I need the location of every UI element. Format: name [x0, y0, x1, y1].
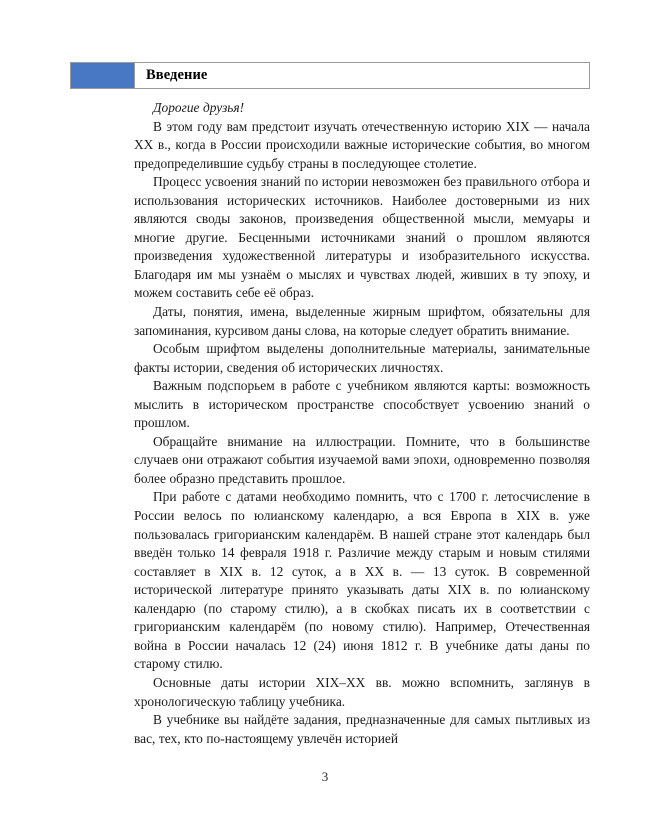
header-title-container	[135, 63, 589, 88]
paragraph-salutation: Дорогие друзья!	[153, 100, 245, 115]
paragraph-9: В учебнике вы найдёте задания, предназначенные для самых пытливых из вас, тех, кто по-настоящему увлечён историей	[134, 712, 590, 746]
paragraph-1: В этом году вам предстоит изучать отечественную историю XIX — начала XX в., когда в России происходили важные исторические события, во многом предопределившие судьбу страны в последующее столетие.	[134, 118, 590, 171]
chapter-header-band	[70, 62, 590, 89]
paragraph-4: Особым шрифтом выделены дополнительные материалы, занимательные факты истории, сведения об исторических личностях.	[134, 341, 590, 375]
paragraph-7: При работе с датами необходимо помнить, что с 1700 г. летосчисление в России велось по юлианскому календарю, а вся Европа в XIX в. уже пользовалась григорианским календарём. В нашей стране этот календарь был введён только 14 февраля 1918 г. Различие между старым и новым стилями составляет в XIX в. 12 суток, а в XX в. — 13 суток. В современной исторической литературе принято указывать даты XIX в. по юлианскому календарю (по старому стилю), а в скобках писать их в соответствии с григорианским календарём (по новому стилю). Например, Отечественная война в России началась 12 (24) июня 1812 г. В учебнике даты даны по старому стилю.	[134, 489, 590, 672]
paragraph-3: Даты, понятия, имена, выделенные жирным шрифтом, обязательны для запоминания, курсивом даны слова, на которые следует обратить внимание.	[134, 304, 590, 338]
paragraph-8: Основные даты истории XIX–XX вв. можно вспомнить, заглянув в хронологическую таблицу учебника.	[134, 674, 590, 709]
paragraph-5: Важным подспорьем в работе с учебником являются карты: возможность мыслить в историческом пространстве способствует усвоению знаний о прошлом.	[134, 378, 590, 431]
header-accent-swatch	[71, 63, 135, 88]
body-text-block	[134, 99, 590, 748]
paragraph-2: Процесс усвоения знаний по истории невозможен без правильного отбора и использования исторических источников. Наиболее достоверными из них являются своды законов, произведения общественной мысли, мемуары и многие другие. Бесценными источниками знаний о прошлом являются произведения художественной литературы и изобразительного искусства. Благодаря им мы узнаём о мыслях и чувствах людей, живших в ту эпоху, и можем составить себе её образ.	[134, 174, 590, 301]
page-number: 3	[321, 769, 329, 784]
paragraph-6: Обращайте внимание на иллюстрации. Помните, что в большинстве случаев они отражают события изучаемой вами эпохи, одновременно позволяя более образно представить прошлое.	[134, 433, 590, 486]
page-title: Введение	[146, 67, 208, 84]
